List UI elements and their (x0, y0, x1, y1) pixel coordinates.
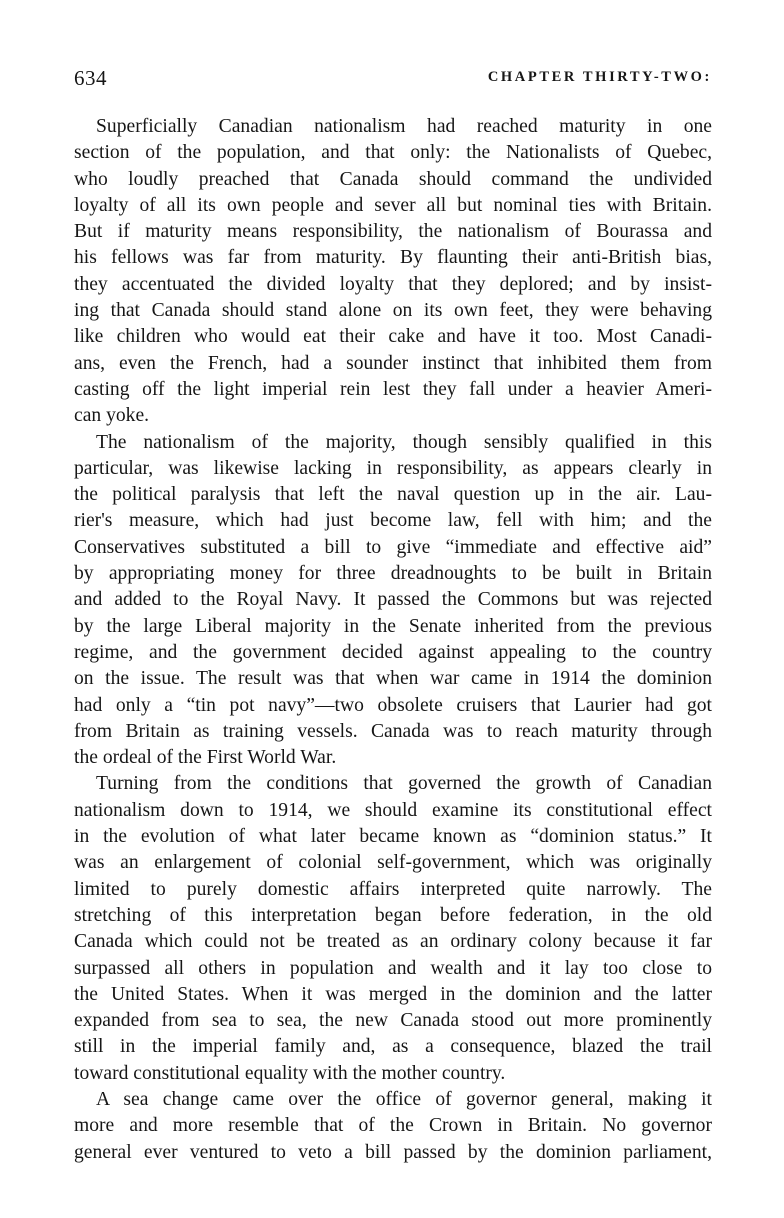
text-line: like children who would eat their cake and have it too. Most Canadi- (74, 326, 712, 348)
paragraph (74, 1087, 712, 1166)
text-line: by the large Liberal majority in the Senate inherited from the previous (74, 615, 712, 637)
text-line: nationalism down to 1914, we should examine its constitutional effect (74, 799, 712, 821)
text-line: rier's measure, which had just become law, fell with him; and the (74, 510, 712, 532)
text-line: ing that Canada should stand alone on its own feet, they were behaving (74, 300, 712, 322)
paragraph (74, 430, 712, 772)
text-line: and added to the Royal Navy. It passed the Commons but was rejected (74, 589, 712, 611)
text-line: casting off the light imperial rein lest they fall under a heavier Ameri- (74, 378, 712, 400)
book-page (74, 66, 712, 1166)
text-line: surpassed all others in population and wealth and it lay too close to (74, 957, 712, 979)
text-line: from Britain as training vessels. Canada was to reach maturity through (74, 720, 712, 742)
text-line: limited to purely domestic affairs interpreted quite narrowly. The (74, 878, 712, 900)
text-line: they accentuated the divided loyalty that they deplored; and by insist- (74, 273, 712, 295)
text-line: section of the population, and that only: the Nationalists of Quebec, (74, 142, 712, 164)
text-line: Superficially Canadian nationalism had reached maturity in one (96, 116, 712, 137)
text-line: A sea change came over the office of governor general, making it (96, 1088, 712, 1110)
running-head (74, 66, 712, 96)
text-line: still in the imperial family and, as a consequence, blazed the trail (74, 1036, 712, 1058)
body-text (74, 114, 712, 1166)
text-line: by appropriating money for three dreadnoughts to be built in Britain (74, 563, 712, 585)
text-line: the United States. When it was merged in the dominion and the latter (74, 983, 712, 1005)
text-line: his fellows was far from maturity. By flaunting their anti-British bias, (74, 247, 712, 269)
text-line: Turning from the conditions that governed the growth of Canadian (96, 773, 712, 795)
text-line: Canada which could not be treated as an ordinary colony because it far (74, 931, 712, 953)
page-number: 634 (74, 66, 107, 90)
text-line: The nationalism of the majority, though sensibly qualified in this (96, 431, 712, 453)
text-line: who loudly preached that Canada should command the undivided (74, 168, 712, 190)
paragraph (74, 114, 712, 430)
text-line: more and more resemble that of the Crown in Britain. No governor (74, 1115, 712, 1137)
text-line: loyalty of all its own people and sever all but nominal ties with Britain. (74, 194, 712, 216)
text-line: expanded from sea to sea, the new Canada stood out more prominently (74, 1010, 712, 1032)
text-line: can yoke. (74, 405, 150, 427)
text-line: particular, was likewise lacking in responsibility, as appears clearly in (74, 457, 712, 479)
text-line: But if maturity means responsibility, the nationalism of Bourassa and (74, 221, 712, 243)
text-line: in the evolution of what later became known as “dominion status.” It (74, 826, 712, 848)
text-line: Conservatives substituted a bill to give “immediate and effective aid” (74, 536, 712, 558)
paragraph (74, 771, 712, 1087)
text-line: the ordeal of the First World War. (74, 747, 337, 769)
text-line: the political paralysis that left the naval question up in the air. Lau- (74, 484, 712, 506)
text-line: stretching of this interpretation began before federation, in the old (74, 904, 712, 926)
text-line: regime, and the government decided against appealing to the country (74, 641, 712, 663)
text-line: was an enlargement of colonial self-government, which was originally (74, 852, 712, 874)
chapter-heading: CHAPTER THIRTY-TWO: (487, 69, 712, 85)
text-line: toward constitutional equality with the mother country. (74, 1062, 506, 1084)
text-line: general ever ventured to veto a bill passed by the dominion parliament, (74, 1141, 712, 1163)
text-line: ans, even the French, had a sounder instinct that inhibited them from (74, 352, 712, 374)
text-line: had only a “tin pot navy”—two obsolete cruisers that Laurier had got (74, 694, 712, 716)
text-line: on the issue. The result was that when war came in 1914 the dominion (74, 668, 712, 690)
